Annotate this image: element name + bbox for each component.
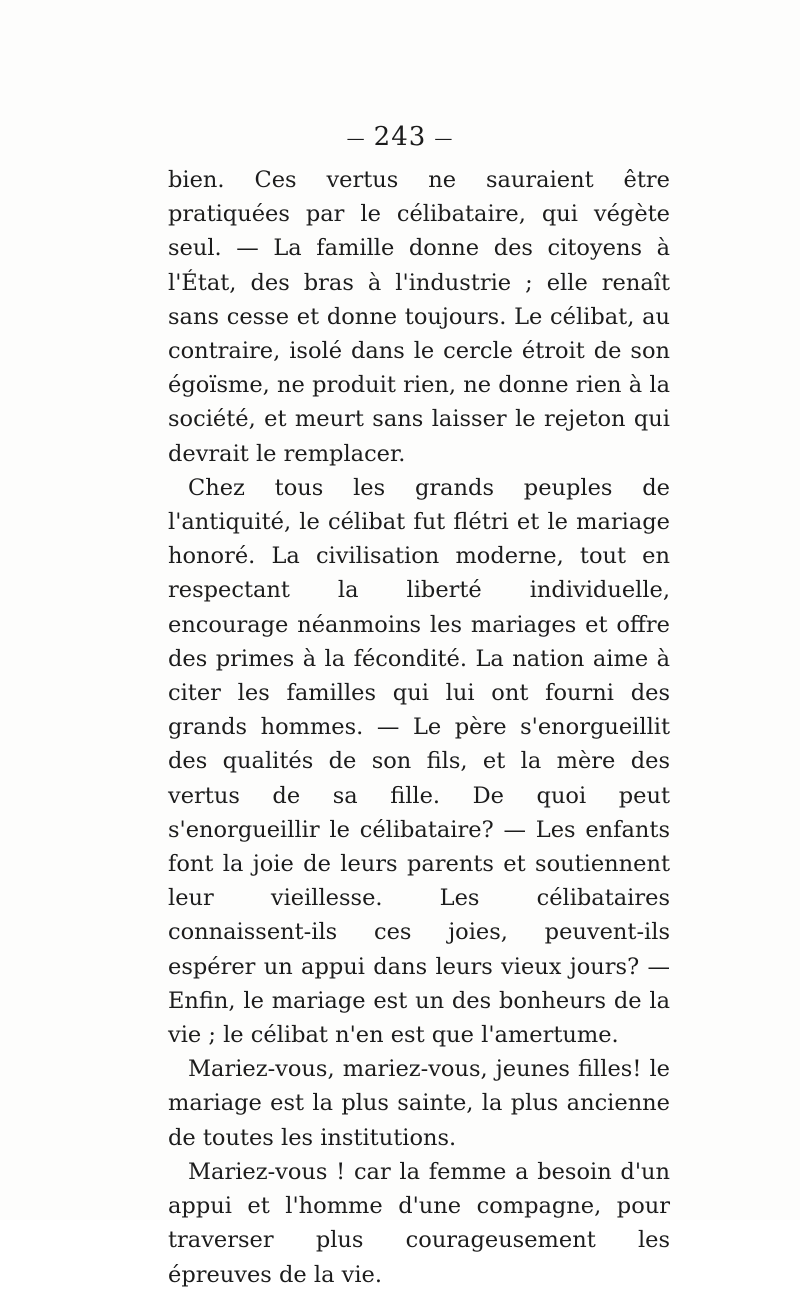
- paragraph: bien. Ces vertus ne sauraient être pratiquées par le célibataire, qui végète seul. — La famille donne des citoyens à l'État, des bras à l'industrie ; elle renaît sans cesse et donne toujours. Le célibat, au contraire, isolé dans le cercle étroit de son égoïsme, ne produit rien, ne donne rien à la société, et meurt sans laisser le rejeton qui devrait le remplacer.: [168, 167, 670, 467]
- header-right-dash: —: [434, 127, 454, 149]
- page-header: [0, 122, 800, 152]
- header-left-dash: —: [346, 127, 366, 149]
- paragraph: Chez tous les grands peuples de l'antiquité, le célibat fut flétri et le mariage honoré. La civilisation moderne, tout en respectant la liberté individuelle, encourage néanmoins les mariages et offre des primes à la fécondité. La nation aime à citer les familles qui lui ont fourni des grands hommes. — Le père s'enorgueillit des qualités de son fils, et la mère des vertus de sa fille. De quoi peut s'enorgueillir le célibataire? — Les enfants font la joie de leurs parents et soutiennent leur vieillesse. Les célibataires connaissent-ils ces joies, peuvent-ils espérer un appui dans leurs vieux jours? — Enfin, le mariage est un des bonheurs de la vie ; le célibat n'en est que l'amertume.: [168, 474, 670, 1049]
- paragraph: Mariez-vous, mariez-vous, jeunes filles! le mariage est la plus sainte, la plus ancienne de toutes les institutions.: [168, 1056, 670, 1151]
- body-text: [168, 163, 670, 1292]
- paragraph: Mariez-vous ! car la femme a besoin d'un appui et l'homme d'une compagne, pour traverser plus courageusement les épreuves de la vie.: [168, 1158, 670, 1288]
- page-number: 243: [373, 122, 427, 152]
